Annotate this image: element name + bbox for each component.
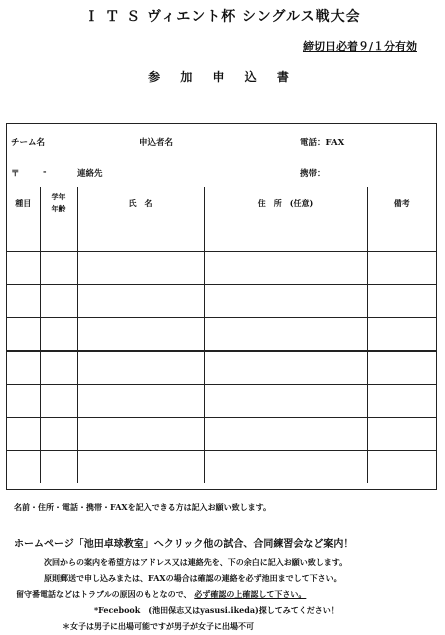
name-cell[interactable] xyxy=(77,418,204,451)
page-title: Ｉ Ｔ Ｓ ヴィエント杯 シングルス戦大会 xyxy=(84,9,361,25)
grade-cell[interactable] xyxy=(40,285,77,318)
table-header-row xyxy=(7,187,436,219)
address-cell[interactable] xyxy=(204,285,367,318)
address-column-header: 住 所 (任意) xyxy=(204,187,367,219)
name-cell[interactable] xyxy=(77,285,204,318)
event-cell[interactable] xyxy=(7,351,40,385)
entry-table xyxy=(7,187,436,483)
table-row xyxy=(7,351,436,385)
answering-machine-note xyxy=(16,589,306,600)
homepage-note: ホームページ「池田卓球教室」へクリック他の試合、合同練習会など案内！ xyxy=(14,539,354,550)
name-cell[interactable] xyxy=(77,252,204,285)
table-row xyxy=(7,451,436,484)
event-cell[interactable] xyxy=(7,451,40,484)
event-column-header: 種目 xyxy=(7,187,40,219)
address-cell[interactable] xyxy=(204,451,367,484)
grade-cell[interactable] xyxy=(40,451,77,484)
team-name-label: チーム名 xyxy=(11,138,46,148)
address-cell[interactable] xyxy=(204,219,367,252)
answering-machine-text: 留守番電話などはトラブルの原因のもとなので、 xyxy=(16,589,192,599)
application-form xyxy=(6,123,437,490)
women-entry-note: ＊女子は男子に出場可能ですが男子が女子に出場不可 xyxy=(62,621,254,631)
contact-label: 連絡先 xyxy=(77,169,103,179)
grade-cell[interactable] xyxy=(40,318,77,352)
age-label: 年齢 xyxy=(51,204,66,213)
postal-dash: - xyxy=(43,167,47,177)
mail-fax-note: 原則郵送で申し込みまたは、FAXの場合は確認の連絡を必ず池田までして下さい。 xyxy=(44,573,342,583)
remarks-cell[interactable] xyxy=(367,385,436,418)
table-row xyxy=(7,385,436,418)
remarks-cell[interactable] xyxy=(367,285,436,318)
address-cell[interactable] xyxy=(204,385,367,418)
event-cell[interactable] xyxy=(7,285,40,318)
event-cell[interactable] xyxy=(7,385,40,418)
grade-label: 学年 xyxy=(51,192,66,201)
remarks-cell[interactable] xyxy=(367,451,436,484)
phone-fax-label: 電話：FAX xyxy=(300,138,345,148)
grade-cell[interactable] xyxy=(40,219,77,252)
remarks-cell[interactable] xyxy=(367,418,436,451)
grade-age-column-header xyxy=(40,187,77,219)
applicant-name-label: 申込者名 xyxy=(139,138,174,148)
table-row xyxy=(7,318,436,352)
table-row xyxy=(7,219,436,252)
remarks-cell[interactable] xyxy=(367,219,436,252)
remarks-cell[interactable] xyxy=(367,318,436,352)
address-cell[interactable] xyxy=(204,418,367,451)
address-cell[interactable] xyxy=(204,318,367,352)
next-notice-note: 次回からの案内を希望方はアドレス又は連絡先を、下の余白に記入お願い致します。 xyxy=(44,557,348,567)
grade-cell[interactable] xyxy=(40,252,77,285)
event-cell[interactable] xyxy=(7,219,40,252)
remarks-cell[interactable] xyxy=(367,252,436,285)
event-cell[interactable] xyxy=(7,418,40,451)
remarks-column-header: 備考 xyxy=(367,187,436,219)
fill-in-request-note: 名前・住所・電話・携帯・FAXを記入できる方は記入お願い致します。 xyxy=(14,502,271,512)
event-cell[interactable] xyxy=(7,252,40,285)
remarks-cell[interactable] xyxy=(367,351,436,385)
address-cell[interactable] xyxy=(204,252,367,285)
name-cell[interactable] xyxy=(77,451,204,484)
table-row xyxy=(7,285,436,318)
event-cell[interactable] xyxy=(7,318,40,352)
address-cell[interactable] xyxy=(204,351,367,385)
deadline-note: 締切日必着９/１分有効 xyxy=(302,40,417,53)
grade-cell[interactable] xyxy=(40,418,77,451)
table-row xyxy=(7,418,436,451)
name-cell[interactable] xyxy=(77,318,204,352)
mobile-label: 携帯： xyxy=(300,169,326,179)
name-cell[interactable] xyxy=(77,219,204,252)
name-column-header: 氏 名 xyxy=(77,187,204,219)
table-row xyxy=(7,252,436,285)
grade-cell[interactable] xyxy=(40,385,77,418)
postal-mark: 〒 xyxy=(11,169,20,179)
name-cell[interactable] xyxy=(77,385,204,418)
grade-cell[interactable] xyxy=(40,351,77,385)
form-heading: 参 加 申 込 書 xyxy=(148,70,297,84)
name-cell[interactable] xyxy=(77,351,204,385)
facebook-note: *Fecebook (池田保志又はyasusi.ikeda)探してみてください！ xyxy=(94,605,339,615)
confirm-underlined-text: 必ず確認の上確認して下さい。 xyxy=(194,589,307,599)
